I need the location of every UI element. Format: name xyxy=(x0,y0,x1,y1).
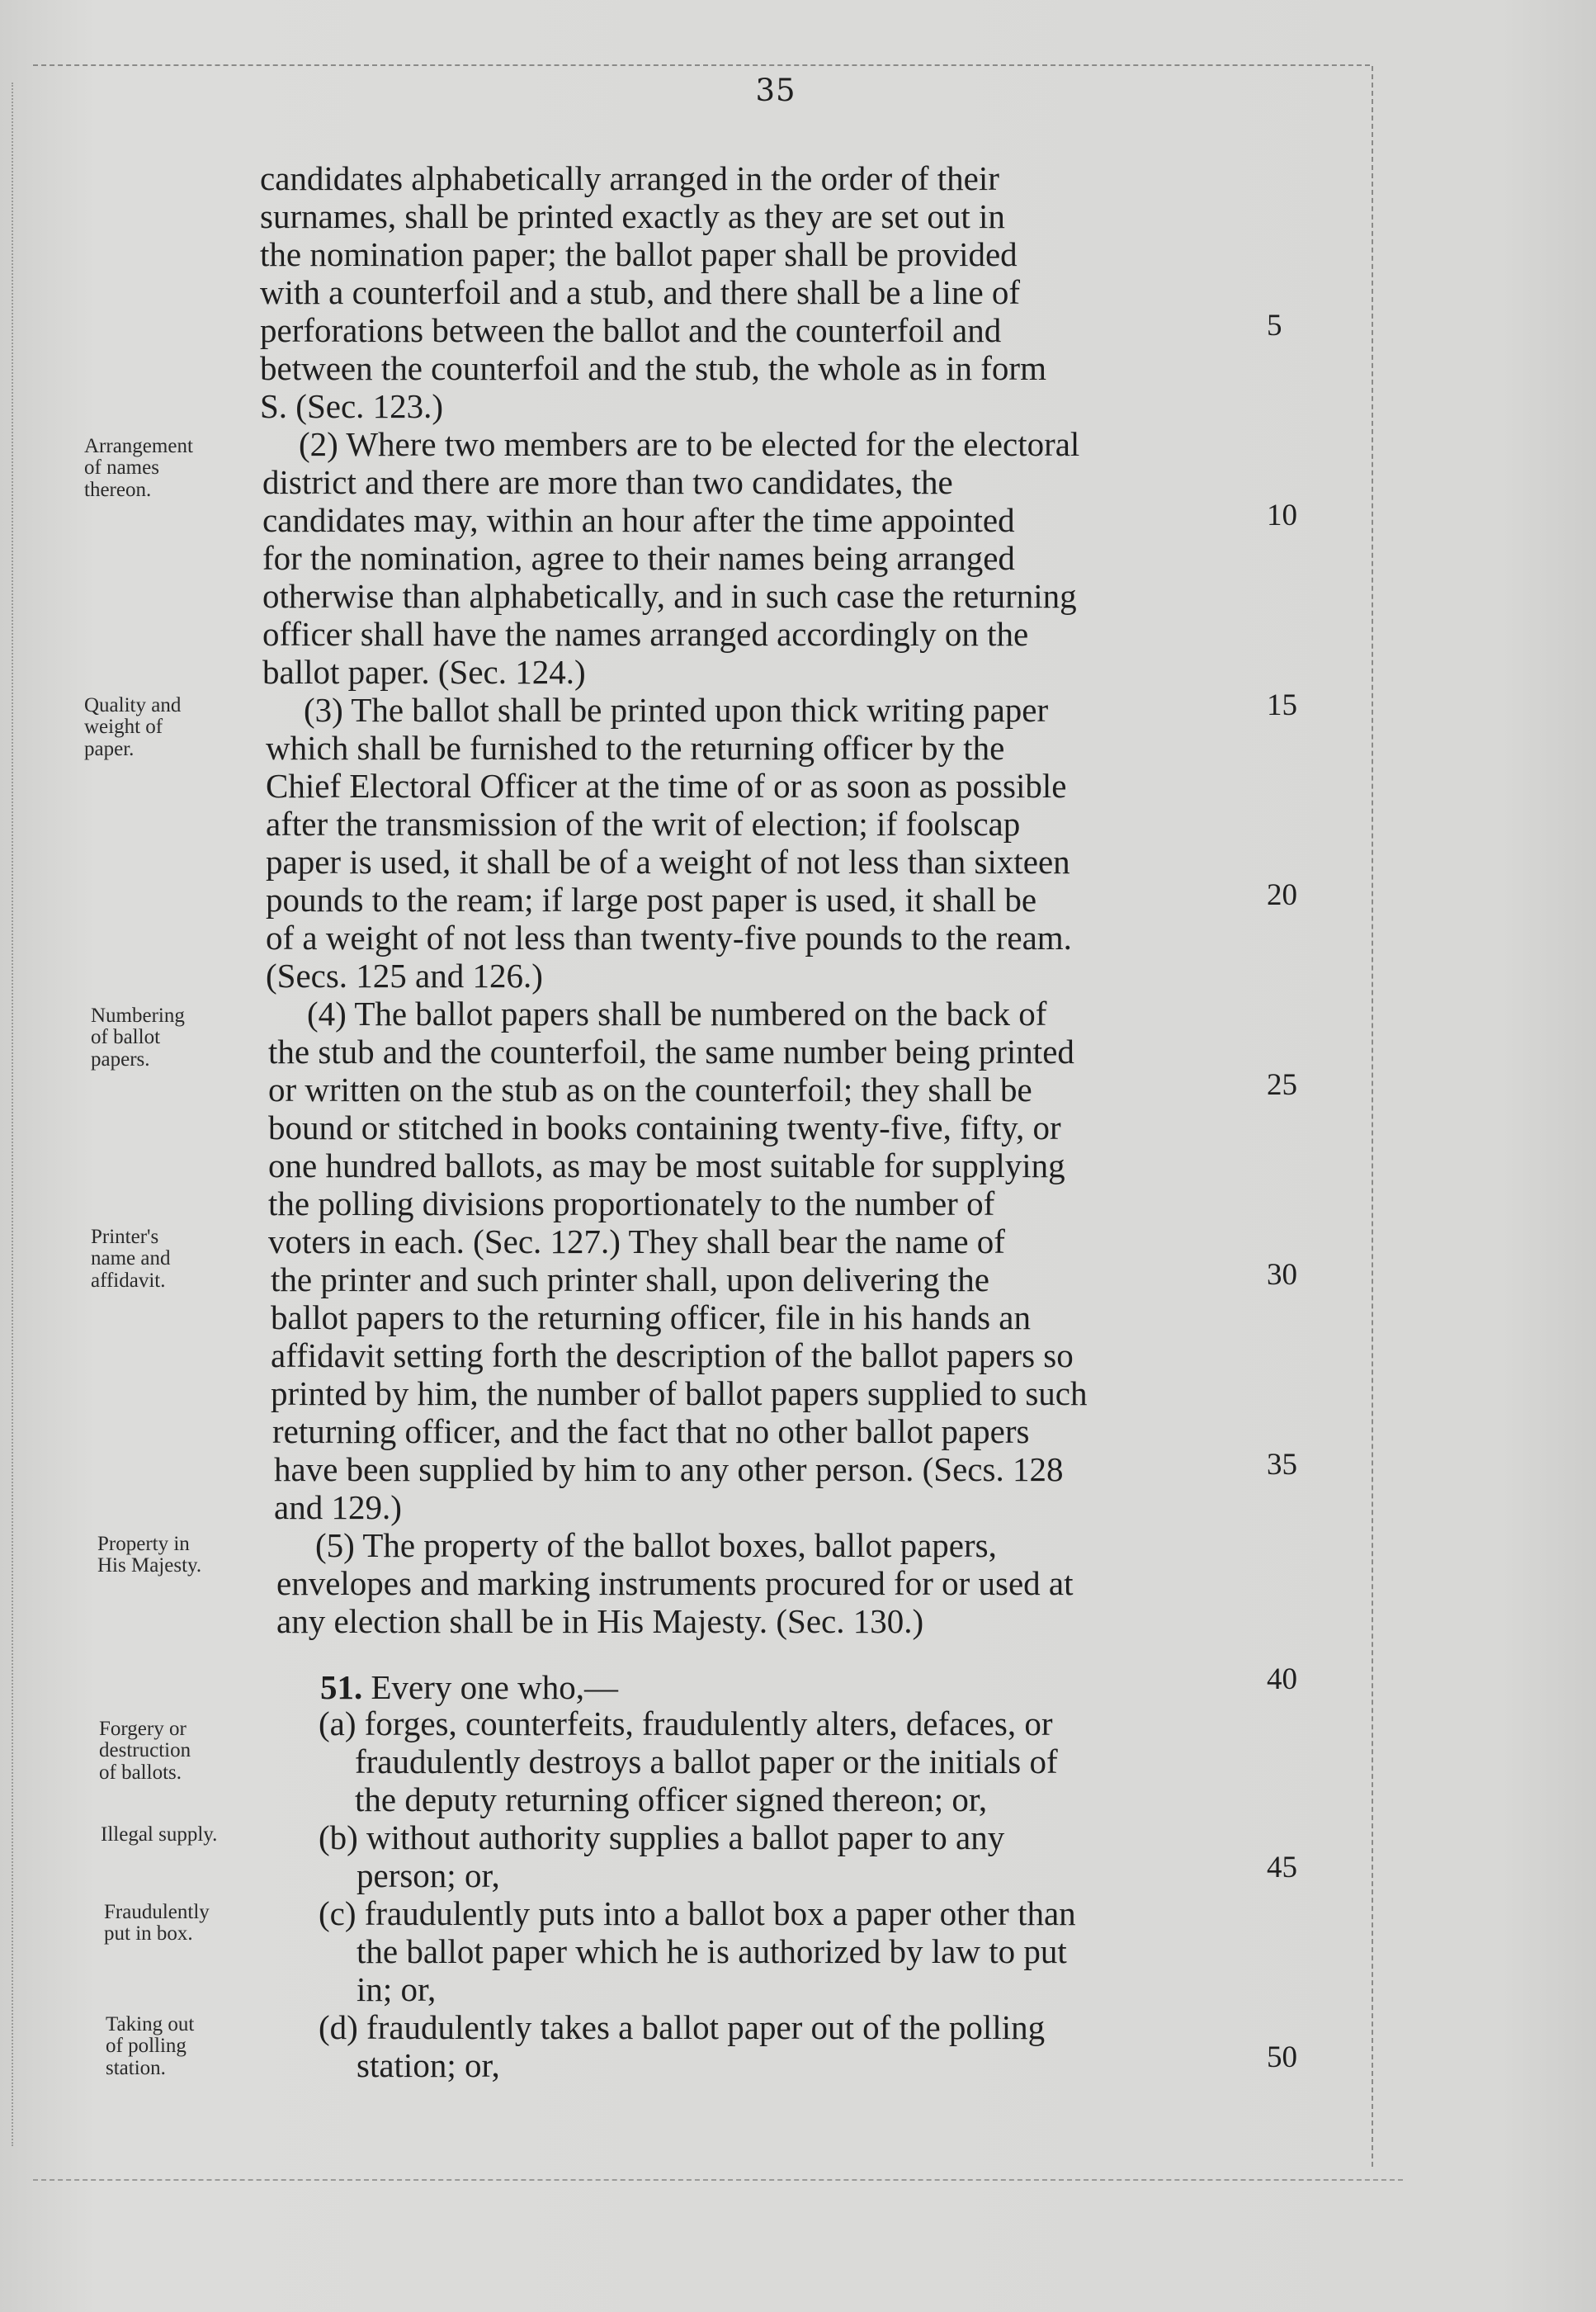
marginal-note-line: Taking out xyxy=(106,2013,195,2035)
body-line: envelopes and marking instruments procured for or used at xyxy=(276,1564,1074,1602)
body-line: S. (Sec. 123.) xyxy=(260,387,444,425)
body-line: bound or stitched in books containing twenty-five, fifty, or xyxy=(268,1109,1061,1147)
marginal-note-line: Forgery or xyxy=(99,1718,187,1740)
line-number: 25 xyxy=(1267,1068,1297,1102)
line-number: 30 xyxy=(1267,1258,1297,1292)
marginal-note-line: Printer's xyxy=(91,1226,159,1248)
marginal-note-line: paper. xyxy=(84,737,135,760)
marginal-note-line: Fraudulently xyxy=(104,1901,210,1923)
line-number: 5 xyxy=(1267,309,1282,343)
body-line: the stub and the counterfoil, the same number being printed xyxy=(268,1033,1074,1071)
body-line: the nomination paper; the ballot paper shall be provided xyxy=(260,235,1018,273)
body-line: surnames, shall be printed exactly as they are set out in xyxy=(260,197,1005,235)
body-line: (2) Where two members are to be elected for the electoral xyxy=(299,425,1080,463)
marginal-note-line: Arrangement xyxy=(84,435,193,457)
clause-line: the ballot paper which he is authorized by law to put xyxy=(357,1932,1067,1970)
marginal-note-numbering xyxy=(91,1005,281,1071)
clause-line: the deputy returning officer signed thereon; or, xyxy=(355,1780,988,1818)
line-number: 45 xyxy=(1267,1851,1297,1884)
frame-bottom-rule xyxy=(33,2179,1403,2181)
section-number: 51. xyxy=(320,1668,363,1706)
body-line: otherwise than alphabetically, and in such case the returning xyxy=(262,577,1077,615)
marginal-note-line: weight of xyxy=(84,716,163,739)
marginal-note-illegal-supply xyxy=(101,1824,290,1846)
body-line: district and there are more than two candidates, the xyxy=(262,463,953,501)
body-line: of a weight of not less than twenty-five pounds to the ream. xyxy=(266,919,1072,957)
body-line: pounds to the ream; if large post paper is used, it shall be xyxy=(266,881,1037,919)
body-line: ballot papers to the returning officer, file in his hands an xyxy=(271,1298,1031,1336)
marginal-note-line: of ballot xyxy=(91,1026,161,1049)
marginal-note-line: Quality and xyxy=(84,694,182,716)
body-line: paper is used, it shall be of a weight of not less than sixteen xyxy=(266,843,1070,881)
frame-left-rule xyxy=(12,83,13,2146)
marginal-note-line: papers. xyxy=(91,1047,150,1071)
marginal-note-line: thereon. xyxy=(84,478,152,501)
body-line: affidavit setting forth the description of the ballot papers so xyxy=(271,1336,1074,1374)
marginal-note-line: of ballots. xyxy=(99,1761,182,1784)
body-line: (3) The ballot shall be printed upon thick writing paper xyxy=(304,691,1049,729)
line-number: 35 xyxy=(1267,1448,1297,1482)
clause-line: person; or, xyxy=(357,1856,500,1894)
body-line: candidates may, within an hour after the time appointed xyxy=(262,501,1015,539)
body-line: for the nomination, agree to their names being arranged xyxy=(262,539,1015,577)
marginal-note-property xyxy=(97,1534,287,1577)
body-line: returning officer, and the fact that no other ballot papers xyxy=(272,1412,1030,1450)
marginal-note-line: affidavit. xyxy=(91,1269,166,1292)
line-number: 50 xyxy=(1267,2040,1297,2074)
frame-top-rule xyxy=(33,64,1370,66)
body-line: have been supplied by him to any other person. (Secs. 128 xyxy=(274,1450,1064,1488)
marginal-note-line: of names xyxy=(84,456,159,480)
body-line: one hundred ballots, as may be most suitable for supplying xyxy=(268,1147,1065,1184)
body-line: or written on the stub as on the counterfoil; they shall be xyxy=(268,1071,1032,1109)
line-number: 15 xyxy=(1267,688,1297,722)
body-line: (4) The ballot papers shall be numbered on the back of xyxy=(307,995,1047,1033)
marginal-note-line: name and xyxy=(91,1247,171,1270)
marginal-note-printer xyxy=(91,1227,281,1292)
body-line: any election shall be in His Majesty. (Sec. 130.) xyxy=(276,1602,924,1640)
clause-line: (d) fraudulently takes a ballot paper out of the polling xyxy=(319,2008,1046,2046)
marginal-note-line: put in box. xyxy=(104,1922,193,1946)
line-number: 20 xyxy=(1267,878,1297,912)
body-line: printed by him, the number of ballot papers supplied to such xyxy=(271,1374,1088,1412)
marginal-note-taking-out xyxy=(106,2014,295,2079)
body-line: which shall be furnished to the returning officer by the xyxy=(266,729,1005,767)
body-line: the polling divisions proportionately to the number of xyxy=(268,1184,995,1222)
clause-line: (c) fraudulently puts into a ballot box a paper other than xyxy=(319,1894,1076,1932)
body-line: ballot paper. (Sec. 124.) xyxy=(262,653,586,691)
marginal-note-quality xyxy=(84,695,274,760)
body-line: (5) The property of the ballot boxes, ballot papers, xyxy=(315,1526,997,1564)
clause-line: in; or, xyxy=(357,1970,437,2008)
body-line: voters in each. (Sec. 127.) They shall bear the name of xyxy=(268,1222,1005,1260)
body-line: between the counterfoil and the stub, the whole as in form xyxy=(260,349,1046,387)
body-line: perforations between the ballot and the counterfoil and xyxy=(260,311,1002,349)
body-line: the printer and such printer shall, upon delivering the xyxy=(271,1260,990,1298)
clause-line: (b) without authority supplies a ballot paper to any xyxy=(319,1818,1005,1856)
marginal-note-arrangement xyxy=(84,436,274,501)
marginal-note-line: station. xyxy=(106,2056,166,2079)
marginal-note-line: His Majesty. xyxy=(97,1554,202,1577)
clause-line: (a) forges, counterfeits, fraudulently alters, defaces, or xyxy=(319,1704,1053,1742)
body-line: candidates alphabetically arranged in the order of their xyxy=(260,159,999,197)
line-number: 40 xyxy=(1267,1662,1297,1696)
marginal-note-line: Illegal supply. xyxy=(101,1823,218,1846)
marginal-note-fraudulently-put xyxy=(104,1902,294,1946)
section-intro: Every one who,— xyxy=(362,1668,618,1706)
marginal-note-line: destruction xyxy=(99,1739,191,1762)
clause-line: station; or, xyxy=(357,2046,500,2084)
body-line: and 129.) xyxy=(274,1488,402,1526)
body-line: (Secs. 125 and 126.) xyxy=(266,957,543,995)
page-number: 35 xyxy=(755,73,796,108)
frame-right-rule xyxy=(1372,66,1373,2167)
body-line: Chief Electoral Officer at the time of or as soon as possible xyxy=(266,767,1067,805)
body-line: with a counterfoil and a stub, and there shall be a line of xyxy=(260,273,1021,311)
body-line: officer shall have the names arranged accordingly on the xyxy=(262,615,1029,653)
line-number: 10 xyxy=(1267,499,1297,532)
clause-line: fraudulently destroys a ballot paper or the initials of xyxy=(355,1742,1058,1780)
section-51-heading xyxy=(320,1668,618,1706)
body-line: after the transmission of the writ of election; if foolscap xyxy=(266,805,1021,843)
marginal-note-line: of polling xyxy=(106,2035,187,2058)
marginal-note-line: Property in xyxy=(97,1533,190,1555)
marginal-note-forgery xyxy=(99,1719,289,1784)
marginal-note-line: Numbering xyxy=(91,1005,185,1027)
